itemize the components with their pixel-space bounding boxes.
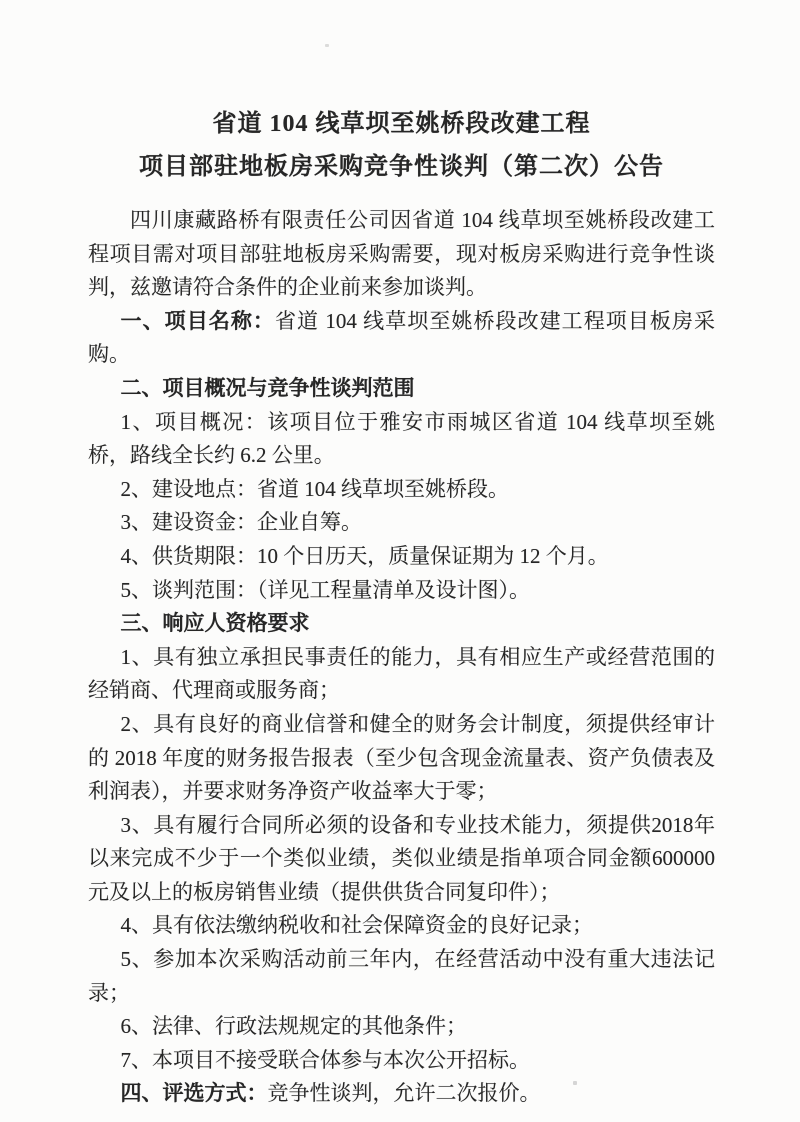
section-2-heading xyxy=(88,372,715,406)
section-2-item-4: 4、供货期限：10 个日历天，质量保证期为 12 个月。 xyxy=(120,543,609,568)
section-3-item-5: 5、参加本次采购活动前三年内，在经营活动中没有重大违法记录； xyxy=(88,947,715,1005)
section-2-item-2: 2、建设地点：省道 104 线草坝至姚桥段。 xyxy=(120,476,510,501)
section-3-item-7: 7、本项目不接受联合体参与本次公开招标。 xyxy=(120,1047,531,1072)
section-1-heading xyxy=(88,305,715,372)
section-3-heading xyxy=(88,607,715,641)
section-2-item-5: 5、谈判范围：（详见工程量清单及设计图）。 xyxy=(120,577,531,602)
section-4-label: 四、评选方式： xyxy=(120,1081,268,1106)
section-1-label: 一、项目名称： xyxy=(120,308,275,333)
section-2-label: 二、项目概况与竞争性谈判范围 xyxy=(120,375,415,400)
section-3-item-2: 2、具有良好的商业信誉和健全的财务会计制度，须提供经审计的 2018 年度的财务报告报表（至少包含现金流量表、资产负债表及利润表），并要求财务净资产收益率大于零； xyxy=(88,711,715,804)
section-3-item-4: 4、具有依法缴纳税收和社会保障资金的良好记录； xyxy=(120,913,594,938)
section-2-item-1: 1、项目概况：该项目位于雅安市雨城区省道 104 线草坝至姚桥，路线全长约 6.2 公里。 xyxy=(88,409,715,468)
section-3-label: 三、响应人资格要求 xyxy=(120,611,310,636)
intro-paragraph: 四川康藏路桥有限责任公司因省道 104 线草坝至姚桥段改建工程项目需对项目部驻地板房采购需要，现对板房采购进行竞争性谈判，兹邀请符合条件的企业前来参加谈判。 xyxy=(88,208,715,300)
section-3-item-3: 3、具有履行合同所必须的设备和专业技术能力，须提供2018年以来完成不少于一个类似业绩，类似业绩是指单项合同金额600000元及以上的板房销售业绩（提供供货合同复印件）； xyxy=(88,812,715,904)
section-2-item-3: 3、建设资金：企业自筹。 xyxy=(120,510,363,535)
section-1-text: 省道 104 线草坝至姚桥段改建工程项目板房采购。 xyxy=(88,308,715,367)
section-4-text: 竞争性谈判，允许二次报价。 xyxy=(267,1081,541,1106)
section-4-heading xyxy=(88,1077,715,1111)
document-title-line1: 省道 104 线草坝至姚桥段改建工程 xyxy=(212,111,591,137)
scan-speck xyxy=(325,44,329,47)
section-3-item-6: 6、法律、行政法规规定的其他条件； xyxy=(120,1014,468,1039)
document-title-line2: 项目部驻地板房采购竞争性谈判（第二次）公告 xyxy=(139,154,664,180)
document-body xyxy=(88,204,715,1111)
scan-speck xyxy=(573,1081,577,1085)
section-3-item-1: 1、具有独立承担民事责任的能力，具有相应生产或经营范围的经销商、代理商或服务商； xyxy=(88,644,715,703)
